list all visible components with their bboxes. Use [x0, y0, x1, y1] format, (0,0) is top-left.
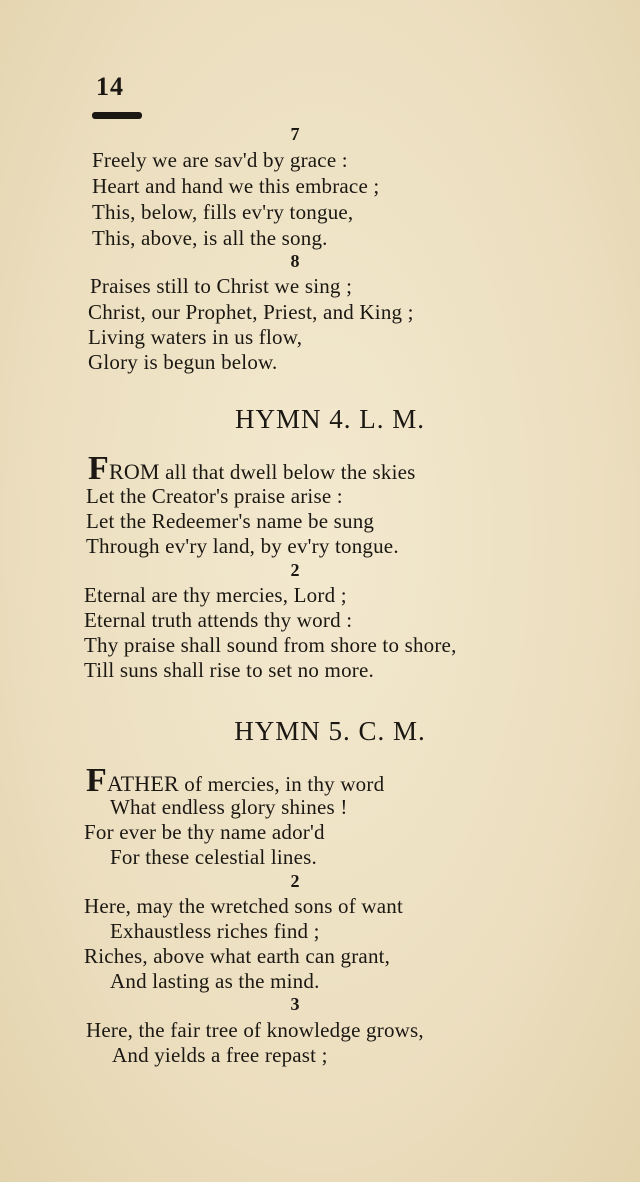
verse-number: 2 [290, 871, 300, 891]
verse-line: Eternal are thy mercies, Lord ; [84, 583, 347, 607]
hymn-title: HYMN 5. C. M. [234, 716, 426, 746]
first-line-text: all that dwell below the skies [159, 460, 416, 484]
header-rule [92, 112, 142, 119]
verse-line: Let the Redeemer's name be sung [86, 509, 375, 533]
verse-line: Exhaustless riches find ; [110, 919, 320, 943]
verse-number: 3 [290, 994, 300, 1014]
verse-number: 8 [290, 251, 300, 271]
verse-line: Living waters in us flow, [88, 325, 303, 349]
verse-number: 7 [290, 124, 300, 144]
drop-cap: F [86, 762, 107, 799]
drop-cap: F [88, 450, 109, 487]
verse-line: For these celestial lines. [110, 845, 317, 869]
verse-line: And yields a free repast ; [112, 1043, 328, 1067]
first-line [88, 452, 416, 486]
verse-line: Freely we are sav'd by grace : [92, 148, 348, 172]
verse-number: 2 [290, 560, 300, 580]
first-line [86, 764, 384, 798]
verse-line: This, above, is all the song. [92, 226, 328, 250]
verse-line: And lasting as the mind. [110, 969, 320, 993]
verse-line: Heart and hand we this embrace ; [92, 174, 380, 198]
verse-line: This, below, fills ev'ry tongue, [92, 200, 354, 224]
cap-word: ROM [108, 459, 160, 484]
verse-line: What endless glory shines ! [110, 795, 348, 819]
page-number: 14 [96, 72, 124, 101]
verse-line: Till suns shall rise to set no more. [84, 658, 374, 682]
hymn-title: HYMN 4. L. M. [234, 404, 425, 434]
verse-line: Here, the fair tree of knowledge grows, [86, 1018, 424, 1042]
verse-line: Glory is begun below. [88, 350, 278, 374]
verse-line: Eternal truth attends thy word : [84, 608, 353, 632]
verse-line: Praises still to Christ we sing ; [90, 274, 353, 298]
verse-line: Thy praise shall sound from shore to shore, [84, 633, 457, 657]
verse-line: Riches, above what earth can grant, [84, 944, 391, 968]
verse-line: For ever be thy name ador'd [84, 820, 325, 844]
cap-word: ATHER [106, 771, 179, 796]
verse-line: Christ, our Prophet, Priest, and King ; [88, 300, 414, 324]
verse-line: Let the Creator's praise arise : [86, 484, 343, 508]
first-line-text: of mercies, in thy word [178, 772, 385, 796]
verse-line: Here, may the wretched sons of want [84, 894, 403, 918]
verse-line: Through ev'ry land, by ev'ry tongue. [86, 534, 399, 558]
